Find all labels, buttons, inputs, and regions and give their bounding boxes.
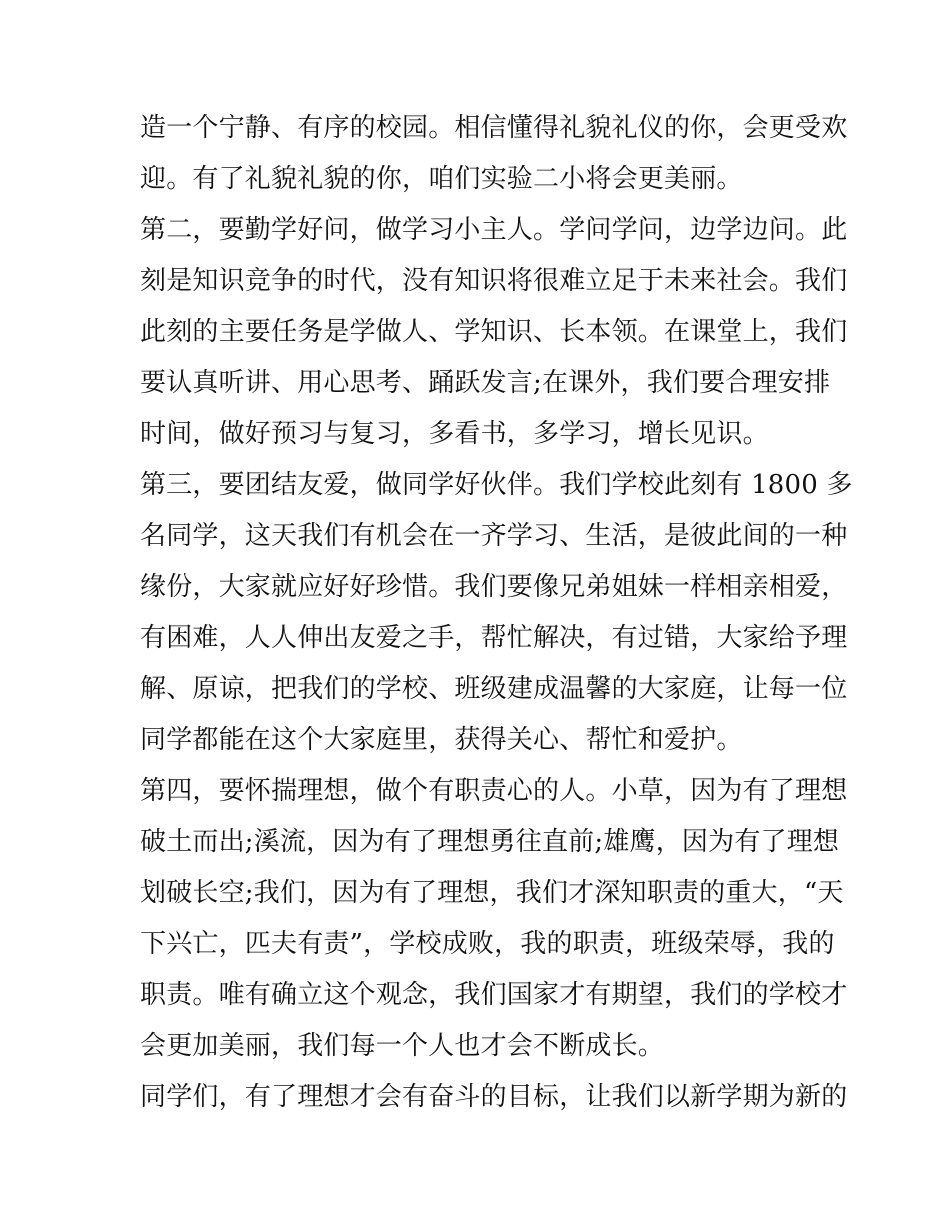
text-line: 第四，要怀揣理想，做个有职责心的人。小草，因为有了理想 (140, 776, 848, 806)
text-line: 有困难，人人伸出友爱之手，帮忙解决，有过错，大家给予理 (140, 623, 848, 653)
text-line: 破土而出;溪流，因为有了理想勇往直前;雄鹰，因为有了理想 (140, 827, 840, 857)
text-line: 划破长空;我们，因为有了理想，我们才深知职责的重大，“天 (140, 878, 844, 908)
text-line: 第二，要勤学好问，做学习小主人。学问学问，边学边问。此 (140, 215, 848, 245)
text-line: 时间，做好预习与复习，多看书，多学习，增长见识。 (140, 419, 769, 449)
text-line: 同学们，有了理想才会有奋斗的目标，让我们以新学期为新的 (140, 1082, 848, 1112)
text-line: 会更加美丽，我们每一个人也才会不断成长。 (140, 1031, 665, 1061)
text-line: 刻是知识竞争的时代，没有知识将很难立足于未来社会。我们 (140, 266, 848, 296)
text-line: 第三，要团结友爱，做同学好伙伴。我们学校此刻有 1800 多 (140, 470, 853, 500)
text-line: 造一个宁静、有序的校园。相信懂得礼貌礼仪的你，会更受欢 (140, 113, 848, 143)
text-line: 此刻的主要任务是学做人、学知识、长本领。在课堂上，我们 (140, 317, 848, 347)
text-line: 名同学，这天我们有机会在一齐学习、生活，是彼此间的一种 (140, 521, 848, 551)
body-text (140, 103, 853, 1123)
text-line: 下兴亡，匹夫有责”，学校成败，我的职责，班级荣辱，我的 (140, 929, 835, 959)
text-line: 缘份，大家就应好好珍惜。我们要像兄弟姐妹一样相亲相爱， (140, 572, 848, 602)
text-line: 职责。唯有确立这个观念，我们国家才有期望，我们的学校才 (140, 980, 848, 1010)
text-line: 解、原谅，把我们的学校、班级建成温馨的大家庭，让每一位 (140, 674, 848, 704)
text-line: 同学都能在这个大家庭里，获得关心、帮忙和爱护。 (140, 725, 743, 755)
text-line: 要认真听讲、用心思考、踊跃发言;在课外，我们要合理安排 (140, 368, 831, 398)
text-line: 迎。有了礼貌礼貌的你，咱们实验二小将会更美丽。 (140, 164, 743, 194)
